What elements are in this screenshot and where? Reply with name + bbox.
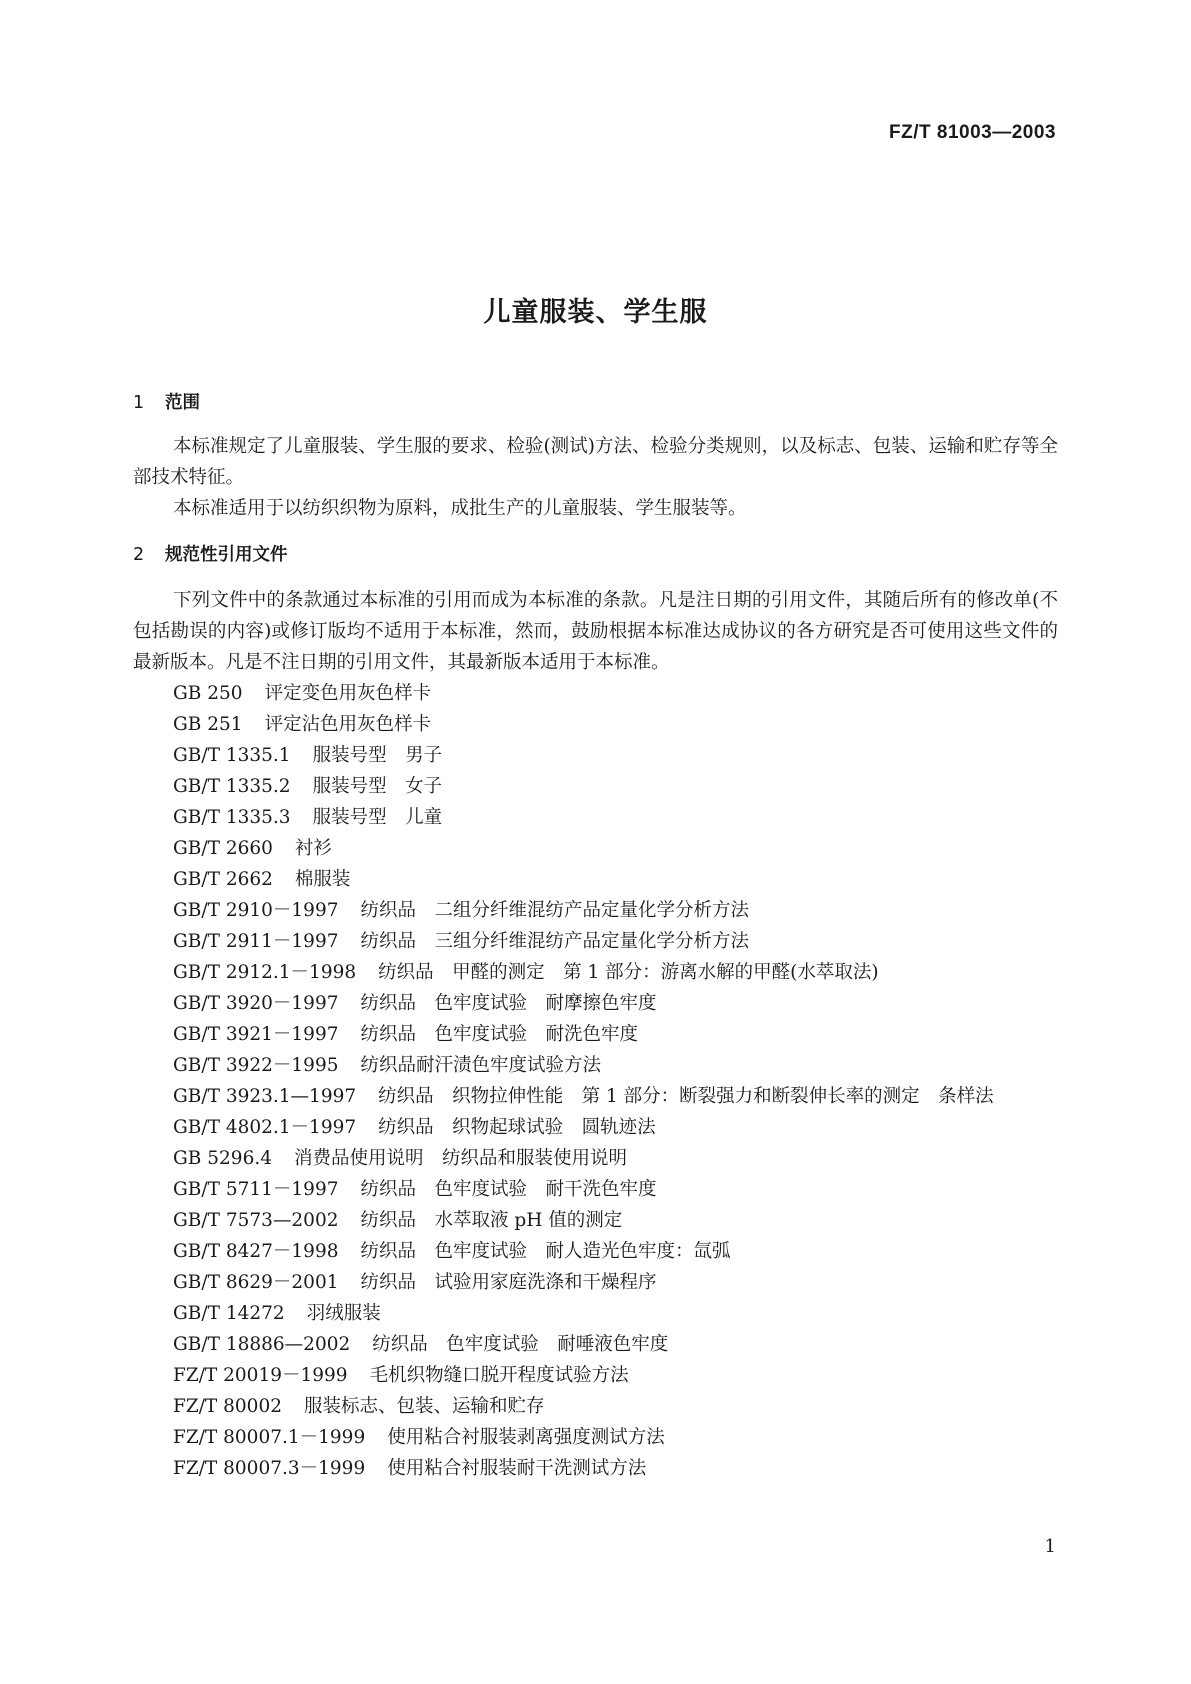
reference-item [133, 771, 1058, 802]
reference-title: 纺织品 试验用家庭洗涤和干燥程序 [360, 1272, 657, 1293]
scope-paragraph: 本标准适用于以纺织织物为原料，成批生产的儿童服装、学生服装等。 [173, 498, 747, 519]
reference-item [133, 1329, 1058, 1360]
reference-id: GB 250 [173, 683, 243, 704]
reference-id: GB/T 1335.3 [173, 807, 291, 828]
reference-item [133, 1112, 1058, 1143]
reference-title: 服装标志、包装、运输和贮存 [304, 1396, 545, 1417]
reference-title: 纺织品 色牢度试验 耐洗色牢度 [360, 1024, 639, 1045]
reference-title: 纺织品 织物起球试验 圆轨迹法 [378, 1117, 656, 1138]
reference-title: 消费品使用说明 纺织品和服装使用说明 [294, 1148, 628, 1169]
reference-title: 纺织品 色牢度试验 耐摩擦色牢度 [360, 993, 657, 1014]
reference-item [133, 1360, 1058, 1391]
section-number: 1 [133, 393, 145, 413]
reference-item [133, 988, 1058, 1019]
reference-id: GB/T 3921－1997 [173, 1024, 339, 1045]
reference-item [133, 709, 1058, 740]
reference-id: GB/T 14272 [173, 1303, 285, 1324]
reference-title: 纺织品 色牢度试验 耐干洗色牢度 [360, 1179, 657, 1200]
scope-paragraph: 本标准规定了儿童服装、学生服的要求、检验(测试)方法、检验分类规则，以及标志、包装、运输和贮存等全部技术特征。 [133, 436, 1058, 488]
reference-item [133, 1267, 1058, 1298]
reference-item [133, 1236, 1058, 1267]
reference-id: GB/T 4802.1－1997 [173, 1117, 357, 1138]
reference-id: GB/T 7573—2002 [173, 1210, 339, 1231]
reference-id: GB/T 2662 [173, 869, 273, 890]
reference-item [133, 1453, 1058, 1484]
document-title: 儿童服装、学生服 [483, 297, 708, 329]
reference-title: 纺织品 织物拉伸性能 第 1 部分：断裂强力和断裂伸长率的测定 条样法 [378, 1086, 994, 1107]
reference-id: GB/T 2910－1997 [173, 900, 339, 921]
reference-title: 纺织品 色牢度试验 耐唾液色牢度 [372, 1334, 669, 1355]
section-title: 范围 [165, 393, 200, 413]
reference-item [133, 678, 1058, 709]
reference-title: 使用粘合衬服装耐干洗测试方法 [387, 1458, 647, 1479]
reference-id: GB/T 1335.1 [173, 745, 291, 766]
reference-id: GB 251 [173, 714, 243, 735]
reference-title: 纺织品 二组分纤维混纺产品定量化学分析方法 [360, 900, 750, 921]
references-intro: 下列文件中的条款通过本标准的引用而成为本标准的条款。凡是注日期的引用文件，其随后所有的修改单(不包括勘误的内容)或修订版均不适用于本标准，然而，鼓励根据本标准达成协议的各方研究是否可使用这些文件的最新版本。凡是不注日期的引用文件，其最新版本适用于本标准。 [133, 590, 1058, 673]
section-heading-references [133, 540, 1058, 571]
reference-title: 评定变色用灰色样卡 [264, 683, 432, 704]
reference-id: FZ/T 80007.3－1999 [173, 1458, 366, 1479]
reference-id: GB/T 3920－1997 [173, 993, 339, 1014]
reference-item [133, 1391, 1058, 1422]
reference-title: 毛机织物缝口脱开程度试验方法 [369, 1365, 629, 1386]
reference-item [133, 833, 1058, 864]
section-title: 规范性引用文件 [165, 545, 288, 565]
reference-item [133, 1422, 1058, 1453]
page-number: 1 [1044, 1536, 1056, 1557]
reference-item [133, 1019, 1058, 1050]
reference-item [133, 957, 1058, 988]
reference-id: GB/T 2911－1997 [173, 931, 339, 952]
reference-item [133, 864, 1058, 895]
reference-item [133, 895, 1058, 926]
reference-item [133, 1050, 1058, 1081]
document-body [133, 388, 1058, 1484]
reference-title: 使用粘合衬服装剥离强度测试方法 [387, 1427, 665, 1448]
reference-title: 棉服装 [294, 869, 351, 890]
reference-item [133, 740, 1058, 771]
reference-title: 纺织品 水萃取液 pH 值的测定 [360, 1210, 623, 1231]
standard-code: FZ/T 81003—2003 [889, 122, 1056, 143]
reference-id: GB 5296.4 [173, 1148, 272, 1169]
reference-item [133, 1081, 1058, 1112]
reference-id: GB/T 2660 [173, 838, 273, 859]
reference-item [133, 1205, 1058, 1236]
reference-id: GB/T 5711－1997 [173, 1179, 339, 1200]
reference-list [133, 678, 1058, 1484]
reference-item [133, 926, 1058, 957]
reference-item [133, 802, 1058, 833]
reference-title: 衬衫 [294, 838, 332, 859]
reference-title: 纺织品耐汗渍色牢度试验方法 [360, 1055, 602, 1076]
reference-title: 评定沾色用灰色样卡 [264, 714, 432, 735]
section-heading-scope [133, 388, 1058, 419]
reference-item [133, 1143, 1058, 1174]
reference-title: 服装号型 男子 [312, 745, 443, 766]
reference-title: 纺织品 色牢度试验 耐人造光色牢度：氙弧 [360, 1241, 731, 1262]
reference-id: GB/T 1335.2 [173, 776, 291, 797]
reference-title: 羽绒服装 [306, 1303, 381, 1324]
reference-item [133, 1174, 1058, 1205]
reference-id: GB/T 3922－1995 [173, 1055, 339, 1076]
reference-id: GB/T 2912.1－1998 [173, 962, 357, 983]
reference-id: GB/T 3923.1—1997 [173, 1086, 357, 1107]
reference-id: GB/T 18886—2002 [173, 1334, 351, 1355]
reference-id: FZ/T 80007.1－1999 [173, 1427, 366, 1448]
reference-id: GB/T 8427－1998 [173, 1241, 339, 1262]
reference-title: 纺织品 三组分纤维混纺产品定量化学分析方法 [360, 931, 750, 952]
reference-title: 服装号型 女子 [312, 776, 443, 797]
reference-id: GB/T 8629－2001 [173, 1272, 339, 1293]
reference-id: FZ/T 20019－1999 [173, 1365, 348, 1386]
reference-title: 纺织品 甲醛的测定 第 1 部分：游离水解的甲醛(水萃取法) [378, 962, 879, 983]
reference-title: 服装号型 儿童 [312, 807, 443, 828]
reference-item [133, 1298, 1058, 1329]
section-number: 2 [133, 545, 145, 565]
reference-id: FZ/T 80002 [173, 1396, 282, 1417]
